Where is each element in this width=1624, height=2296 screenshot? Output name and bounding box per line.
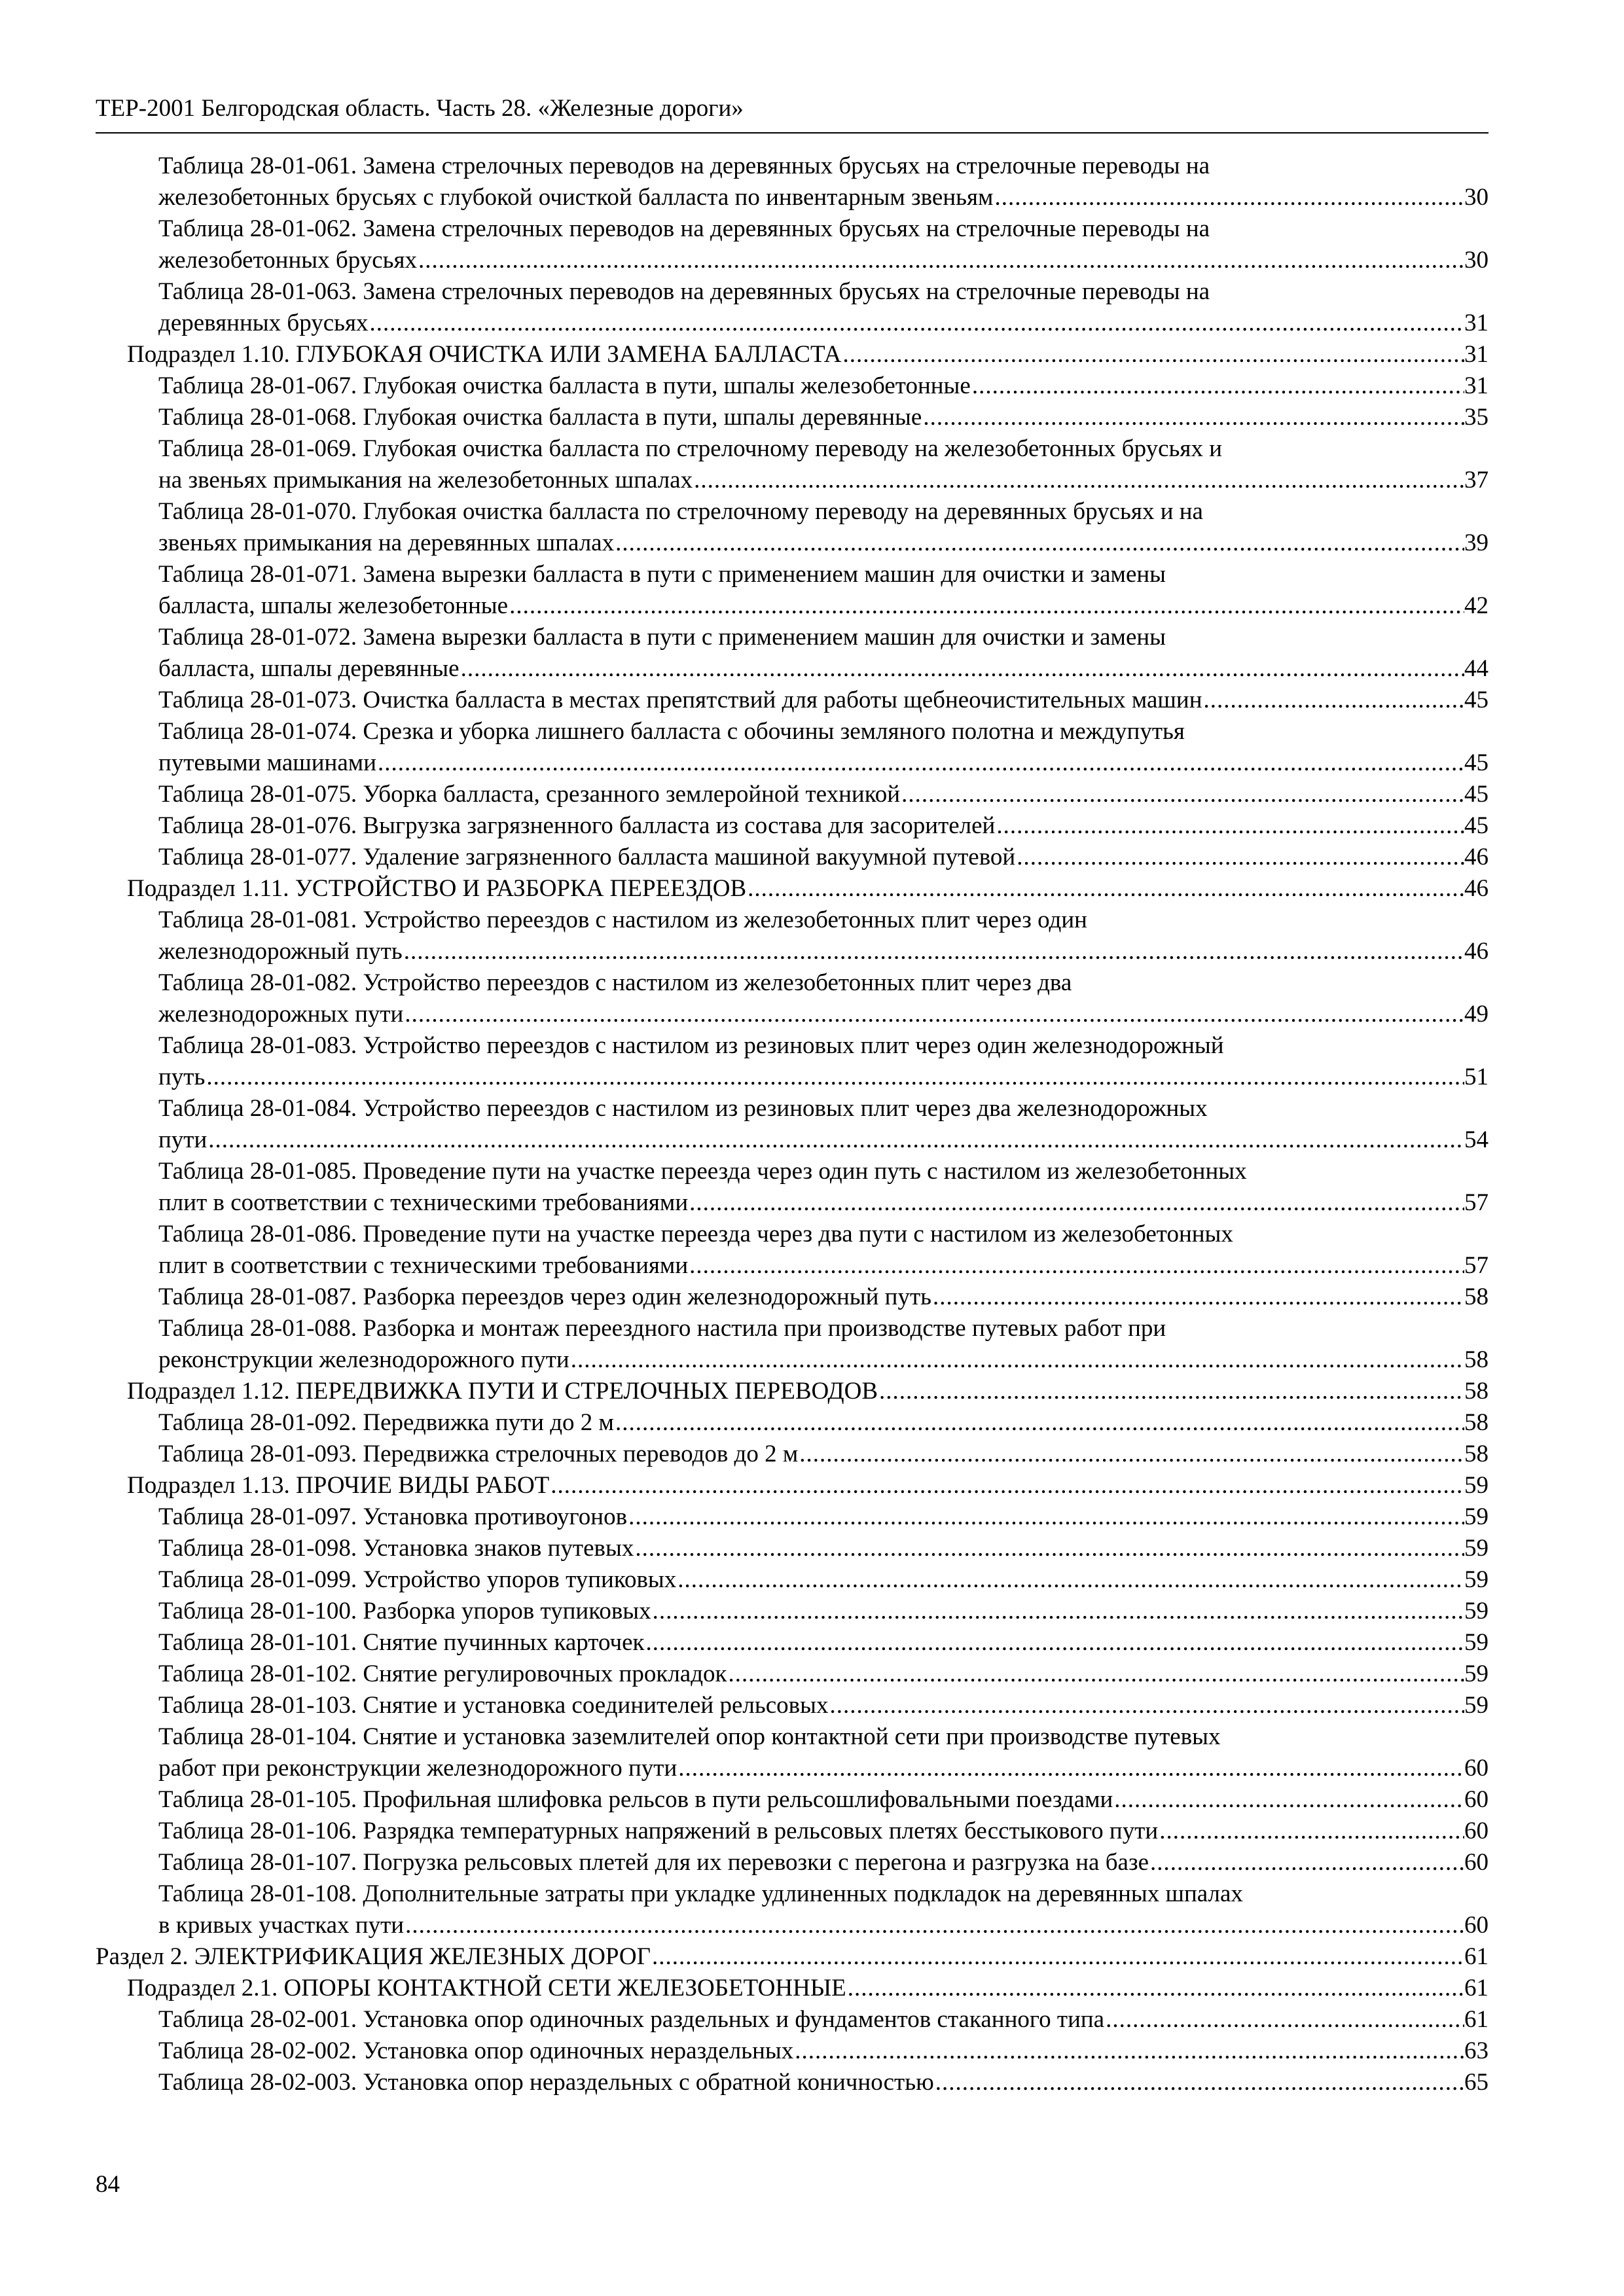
toc-entry-text: Таблица 28-01-086. Проведение пути на участке переезда через два пути с настилом из железобетонных — [158, 1221, 1233, 1247]
dot-leader — [1104, 2004, 1464, 2036]
toc-entry-text: реконструкции железнодорожного пути — [158, 1346, 569, 1373]
toc-entry-leader-row — [158, 1753, 1489, 1784]
dot-leader — [205, 1062, 1464, 1093]
toc-entry-leader-row — [96, 1941, 1489, 1973]
toc-entry-text: звеньях примыкания на деревянных шпалах — [158, 529, 615, 556]
toc-page-number: 60 — [1464, 1849, 1489, 1876]
toc-entry-leader-row — [158, 2004, 1489, 2036]
toc-entry-text: Подраздел 1.13. ПРОЧИЕ ВИДЫ РАБОТ — [127, 1472, 550, 1499]
toc-entry-leader-row — [158, 1250, 1489, 1282]
dot-leader — [828, 1690, 1464, 1721]
running-header — [96, 89, 1489, 134]
toc-entry-text: железнодорожный путь — [158, 938, 403, 965]
toc-page-number: 59 — [1464, 1660, 1489, 1687]
toc-entry-leader-row — [158, 528, 1489, 559]
toc-table-entry[interactable] — [158, 1439, 1489, 1470]
dot-leader — [993, 182, 1464, 213]
toc-page-number: 35 — [1464, 404, 1489, 431]
toc-table-entry[interactable] — [158, 559, 1489, 622]
toc-section[interactable] — [96, 1941, 1489, 1973]
dot-leader — [614, 528, 1464, 559]
toc-entry-leader-row — [158, 370, 1489, 402]
toc-entry-text: Таблица 28-01-097. Установка противоугонов — [158, 1503, 628, 1530]
dot-leader — [922, 402, 1464, 433]
toc-table-entry[interactable] — [158, 276, 1489, 339]
toc-entry-text: работ при реконструкции железнодорожного пути — [158, 1755, 677, 1782]
toc-page-number: 58 — [1464, 1346, 1489, 1373]
toc-entry-text: Подраздел 1.12. ПЕРЕДВИЖКА ПУТИ И СТРЕЛОЧНЫХ ПЕРЕВОДОВ — [127, 1378, 878, 1405]
toc-entry-text: в кривых участках пути — [158, 1912, 405, 1939]
toc-entry-text: плит в соответствии с техническими требованиями — [158, 1189, 689, 1216]
toc-page-number: 45 — [1464, 781, 1489, 808]
toc-page-number: 60 — [1464, 1912, 1489, 1939]
toc-table-entry[interactable] — [158, 213, 1489, 276]
dot-leader — [207, 1124, 1464, 1156]
toc-page-number: 54 — [1464, 1126, 1489, 1153]
toc-entry-leader-row — [158, 653, 1489, 685]
toc-entry-text: Таблица 28-01-106. Разрядка температурных напряжений в рельсовых плетях бесстыкового пути — [158, 1818, 1159, 1844]
dot-leader — [634, 1533, 1464, 1564]
toc-table-entry[interactable] — [158, 1093, 1489, 1156]
toc-page-number: 45 — [1464, 749, 1489, 776]
toc-entry-text: Подраздел 1.10. ГЛУБОКАЯ ОЧИСТКА ИЛИ ЗАМЕНА БАЛЛАСТА — [127, 341, 842, 368]
toc-page-number: 31 — [1464, 372, 1489, 399]
toc-entry-leader-row — [158, 1062, 1489, 1093]
toc-table-entry[interactable] — [158, 1313, 1489, 1376]
dot-leader — [460, 653, 1464, 685]
toc-entry-text: Таблица 28-01-071. Замена вырезки балласта в пути с применением машин для очистки и замены — [158, 561, 1166, 588]
toc-page-number: 59 — [1464, 1629, 1489, 1656]
toc-entry-text: Таблица 28-01-081. Устройство переездов с настилом из железобетонных плит через один — [158, 906, 1087, 933]
toc-entry-leader-row — [158, 1690, 1489, 1721]
toc-page-number: 61 — [1464, 1975, 1489, 2001]
dot-leader — [931, 1282, 1464, 1313]
dot-leader — [1202, 685, 1464, 716]
toc-page-number: 37 — [1464, 467, 1489, 493]
toc-page-number: 45 — [1464, 687, 1489, 713]
dot-leader — [878, 1376, 1464, 1407]
toc-table-entry[interactable] — [158, 1501, 1489, 1533]
dot-leader — [645, 1627, 1464, 1659]
dot-leader — [376, 747, 1464, 779]
dot-leader — [746, 873, 1464, 905]
toc-page-number: 30 — [1464, 247, 1489, 274]
toc-entry-text: Таблица 28-01-069. Глубокая очистка балласта по стрелочному переводу на железобетонных брусьях и — [158, 435, 1223, 462]
toc-entry-leader-row — [158, 1407, 1489, 1439]
toc-page-number: 60 — [1464, 1786, 1489, 1813]
toc-entry-text: Таблица 28-01-068. Глубокая очистка балласта в пути, шпалы деревянные — [158, 404, 922, 431]
toc-entry-text: Таблица 28-01-098. Установка знаков путевых — [158, 1535, 634, 1562]
toc-table-entry[interactable] — [158, 1721, 1489, 1784]
toc-table-entry[interactable] — [158, 2067, 1489, 2098]
toc-page-number: 59 — [1464, 1598, 1489, 1624]
toc-entry-leader-row — [158, 936, 1489, 967]
toc-entry-leader-row — [158, 402, 1489, 433]
table-of-contents — [96, 151, 1489, 2098]
dot-leader — [651, 1941, 1464, 1973]
toc-entry-text: путевыми машинами — [158, 749, 376, 776]
toc-entry-text: Таблица 28-01-093. Передвижка стрелочных переводов до 2 м — [158, 1441, 799, 1467]
toc-table-entry[interactable] — [158, 433, 1489, 496]
dot-leader — [677, 1753, 1464, 1784]
dot-leader — [798, 1439, 1464, 1470]
toc-entry-leader-row — [158, 1282, 1489, 1313]
dot-leader — [1015, 842, 1464, 873]
header-title: ТЕР-2001 Белгородская область. Часть 28. «Железные дороги» — [96, 95, 744, 122]
toc-entry-text: Таблица 28-01-088. Разборка и монтаж переездного настила при производстве путевых работ при — [158, 1315, 1166, 1342]
dot-leader — [995, 810, 1464, 842]
toc-entry-leader-row — [158, 999, 1489, 1030]
toc-table-entry[interactable] — [158, 370, 1489, 402]
toc-page-number: 59 — [1464, 1566, 1489, 1593]
toc-entry-leader-row — [158, 1816, 1489, 1847]
dot-leader — [793, 2036, 1464, 2067]
toc-entry-text: Подраздел 1.11. УСТРОЙСТВО И РАЗБОРКА ПЕРЕЕЗДОВ — [127, 875, 747, 902]
toc-entry-text: путь — [158, 1064, 206, 1090]
toc-entry-leader-row — [158, 1847, 1489, 1878]
toc-page-number: 46 — [1464, 875, 1489, 902]
dot-leader — [404, 1910, 1464, 1941]
toc-page-number: 63 — [1464, 2037, 1489, 2064]
dot-leader — [627, 1501, 1464, 1533]
toc-entry-leader-row — [127, 1973, 1489, 2004]
toc-page-number: 49 — [1464, 1001, 1489, 1028]
toc-entry-text: Раздел 2. ЭЛЕКТРИФИКАЦИЯ ЖЕЛЕЗНЫХ ДОРОГ — [96, 1943, 651, 1970]
toc-entry-leader-row — [127, 1376, 1489, 1407]
toc-page-number: 45 — [1464, 812, 1489, 839]
toc-page-number: 61 — [1464, 2006, 1489, 2033]
toc-table-entry[interactable] — [158, 151, 1489, 213]
toc-entry-leader-row — [158, 1564, 1489, 1596]
toc-entry-text: Подраздел 2.1. ОПОРЫ КОНТАКТНОЙ СЕТИ ЖЕЛЕЗОБЕТОННЫЕ — [127, 1975, 846, 2001]
toc-page-number: 59 — [1464, 1503, 1489, 1530]
dot-leader — [403, 936, 1464, 967]
toc-entry-text: Таблица 28-01-087. Разборка переездов через один железнодорожный путь — [158, 1283, 932, 1310]
toc-entry-text: Таблица 28-01-070. Глубокая очистка балласта по стрелочному переводу на деревянных брусьях и на — [158, 498, 1203, 525]
toc-entry-leader-row — [158, 1910, 1489, 1941]
toc-table-entry[interactable] — [158, 1564, 1489, 1596]
toc-entry-leader-row — [158, 685, 1489, 716]
toc-entry-leader-row — [158, 245, 1489, 276]
dot-leader — [1113, 1784, 1464, 1816]
dot-leader — [1158, 1816, 1464, 1847]
toc-table-entry[interactable] — [158, 1816, 1489, 1847]
toc-entry-text: Таблица 28-02-003. Установка опор нераздельных с обратной коничностью — [158, 2069, 934, 2096]
toc-entry-text: плит в соответствии с техническими требованиями — [158, 1252, 689, 1279]
toc-entry-text: балласта, шпалы железобетонные — [158, 592, 509, 619]
toc-subsection[interactable] — [127, 1973, 1489, 2004]
toc-page-number: 58 — [1464, 1378, 1489, 1405]
toc-entry-text: Таблица 28-02-001. Установка опор одиночных раздельных и фундаментов стаканного типа — [158, 2006, 1105, 2033]
toc-table-entry[interactable] — [158, 905, 1489, 967]
toc-entry-leader-row — [158, 1784, 1489, 1816]
toc-page-number: 57 — [1464, 1252, 1489, 1279]
dot-leader — [369, 308, 1464, 339]
toc-page-number: 31 — [1464, 341, 1489, 368]
toc-page-number: 44 — [1464, 655, 1489, 682]
toc-entry-leader-row — [158, 747, 1489, 779]
toc-page-number: 58 — [1464, 1283, 1489, 1310]
toc-table-entry[interactable] — [158, 967, 1489, 1030]
toc-entry-leader-row — [127, 339, 1489, 370]
toc-entry-text: пути — [158, 1126, 208, 1153]
toc-page-number: 61 — [1464, 1943, 1489, 1970]
dot-leader — [841, 339, 1464, 370]
toc-subsection[interactable] — [127, 1470, 1489, 1501]
toc-table-entry[interactable] — [158, 842, 1489, 873]
toc-page-number: 59 — [1464, 1472, 1489, 1499]
toc-page-number: 31 — [1464, 310, 1489, 336]
toc-entry-text: Таблица 28-01-104. Снятие и установка заземлителей опор контактной сети при производстве путевых — [158, 1723, 1221, 1750]
dot-leader — [727, 1659, 1464, 1690]
toc-table-entry[interactable] — [158, 1030, 1489, 1093]
toc-subsection[interactable] — [127, 873, 1489, 905]
dot-leader — [971, 370, 1464, 402]
toc-table-entry[interactable] — [158, 1878, 1489, 1941]
toc-page-number: 59 — [1464, 1535, 1489, 1562]
toc-table-entry[interactable] — [158, 1533, 1489, 1564]
toc-page-number: 42 — [1464, 592, 1489, 619]
toc-entry-leader-row — [158, 1187, 1489, 1219]
toc-entry-text: Таблица 28-01-062. Замена стрелочных переводов на деревянных брусьях на стрелочные переводы на — [158, 215, 1210, 242]
toc-page-number: 46 — [1464, 938, 1489, 965]
toc-page-number: 65 — [1464, 2069, 1489, 2096]
toc-table-entry[interactable] — [158, 1690, 1489, 1721]
toc-entry-text: Таблица 28-01-061. Замена стрелочных переводов на деревянных брусьях на стрелочные переводы на — [158, 152, 1210, 179]
toc-entry-text: Таблица 28-01-099. Устройство упоров тупиковых — [158, 1566, 677, 1593]
toc-entry-leader-row — [158, 1627, 1489, 1659]
toc-table-entry[interactable] — [158, 779, 1489, 810]
toc-page-number: 60 — [1464, 1755, 1489, 1782]
toc-table-entry[interactable] — [158, 1156, 1489, 1219]
toc-entry-text: железобетонных брусьях с глубокой очисткой балласта по инвентарным звеньям — [158, 184, 994, 211]
toc-table-entry[interactable] — [158, 1627, 1489, 1659]
toc-entry-text: на звеньях примыкания на железобетонных шпалах — [158, 467, 693, 493]
toc-entry-text: Таблица 28-02-002. Установка опор одиночных нераздельных — [158, 2037, 794, 2064]
toc-page-number: 57 — [1464, 1189, 1489, 1216]
dot-leader — [900, 779, 1464, 810]
toc-entry-text: Таблица 28-01-074. Срезка и уборка лишнего балласта с обочины земляного полотна и междупутья — [158, 718, 1185, 745]
dot-leader — [417, 245, 1464, 276]
dot-leader — [1149, 1847, 1464, 1878]
toc-entry-text: Таблица 28-01-108. Дополнительные затраты при укладке удлиненных подкладок на деревянных шпалах — [158, 1880, 1243, 1907]
toc-entry-text: Таблица 28-01-085. Проведение пути на участке переезда через один путь с настилом из железобетонных — [158, 1158, 1247, 1185]
toc-entry-leader-row — [158, 465, 1489, 496]
toc-entry-text: Таблица 28-01-073. Очистка балласта в местах препятствий для работы щебнеочистительных машин — [158, 687, 1202, 713]
dot-leader — [508, 590, 1464, 622]
toc-entry-text: Таблица 28-01-063. Замена стрелочных переводов на деревянных брусьях на стрелочные переводы на — [158, 278, 1210, 305]
toc-entry-leader-row — [127, 873, 1489, 905]
toc-entry-text: Таблица 28-01-077. Удаление загрязненного балласта машиной вакуумной путевой — [158, 844, 1016, 870]
toc-page-number: 58 — [1464, 1441, 1489, 1467]
toc-entry-text: Таблица 28-01-105. Профильная шлифовка рельсов в пути рельсошлифовальными поездами — [158, 1786, 1113, 1813]
toc-entry-leader-row — [158, 308, 1489, 339]
toc-entry-text: Таблица 28-01-072. Замена вырезки балласта в пути с применением машин для очистки и замены — [158, 624, 1166, 651]
toc-entry-leader-row — [158, 2036, 1489, 2067]
toc-entry-text: Таблица 28-01-076. Выгрузка загрязненного балласта из состава для засорителей — [158, 812, 996, 839]
dot-leader — [549, 1470, 1464, 1501]
dot-leader — [846, 1973, 1464, 2004]
toc-entry-text: железобетонных брусьях — [158, 247, 418, 274]
toc-entry-leader-row — [158, 842, 1489, 873]
toc-entry-text: Таблица 28-01-084. Устройство переездов с настилом из резиновых плит через два железнодорожных — [158, 1095, 1208, 1122]
toc-entry-text: Таблица 28-01-067. Глубокая очистка балласта в пути, шпалы железобетонные — [158, 372, 971, 399]
toc-entry-leader-row — [158, 1659, 1489, 1690]
toc-entry-leader-row — [158, 182, 1489, 213]
toc-table-entry[interactable] — [158, 2004, 1489, 2036]
toc-page-number: 46 — [1464, 844, 1489, 870]
dot-leader — [676, 1564, 1464, 1596]
toc-page-number: 59 — [1464, 1692, 1489, 1719]
toc-table-entry[interactable] — [158, 1407, 1489, 1439]
dot-leader — [403, 999, 1464, 1030]
toc-entry-text: Таблица 28-01-092. Передвижка пути до 2 м — [158, 1409, 614, 1436]
toc-entry-text: Таблица 28-01-082. Устройство переездов с настилом из железобетонных плит через два — [158, 969, 1072, 996]
toc-entry-text: Таблица 28-01-100. Разборка упоров тупиковых — [158, 1598, 651, 1624]
toc-entry-leader-row — [127, 1470, 1489, 1501]
toc-table-entry[interactable] — [158, 1784, 1489, 1816]
dot-leader — [614, 1407, 1464, 1439]
toc-subsection[interactable] — [127, 339, 1489, 370]
toc-entry-leader-row — [158, 810, 1489, 842]
toc-page-number: 30 — [1464, 184, 1489, 211]
toc-table-entry[interactable] — [158, 1282, 1489, 1313]
toc-entry-text: Таблица 28-01-101. Снятие пучинных карточек — [158, 1629, 645, 1656]
page-number: 84 — [96, 2171, 120, 2198]
toc-entry-text: балласта, шпалы деревянные — [158, 655, 460, 682]
toc-table-entry[interactable] — [158, 2036, 1489, 2067]
toc-table-entry[interactable] — [158, 716, 1489, 779]
toc-table-entry[interactable] — [158, 685, 1489, 716]
dot-leader — [569, 1344, 1464, 1376]
toc-table-entry[interactable] — [158, 1219, 1489, 1282]
toc-entry-leader-row — [158, 2067, 1489, 2098]
toc-entry-leader-row — [158, 590, 1489, 622]
toc-entry-leader-row — [158, 1439, 1489, 1470]
dot-leader — [934, 2067, 1464, 2098]
dot-leader — [688, 1187, 1464, 1219]
toc-table-entry[interactable] — [158, 402, 1489, 433]
dot-leader — [651, 1596, 1464, 1627]
dot-leader — [693, 465, 1464, 496]
toc-table-entry[interactable] — [158, 1659, 1489, 1690]
toc-entry-text: Таблица 28-01-083. Устройство переездов с настилом из резиновых плит через один железнодорожный — [158, 1032, 1224, 1059]
toc-entry-leader-row — [158, 1501, 1489, 1533]
toc-entry-text: Таблица 28-01-102. Снятие регулировочных прокладок — [158, 1660, 727, 1687]
toc-entry-leader-row — [158, 1596, 1489, 1627]
toc-entry-text: Таблица 28-01-107. Погрузка рельсовых плетей для их перевозки с перегона и разгрузка на базе — [158, 1849, 1149, 1876]
toc-subsection[interactable] — [127, 1376, 1489, 1407]
toc-entry-text: Таблица 28-01-103. Снятие и установка соединителей рельсовых — [158, 1692, 829, 1719]
toc-entry-text: Таблица 28-01-075. Уборка балласта, срезанного землеройной техникой — [158, 781, 901, 808]
toc-entry-leader-row — [158, 1533, 1489, 1564]
toc-page-number: 60 — [1464, 1818, 1489, 1844]
toc-entry-leader-row — [158, 1124, 1489, 1156]
toc-table-entry[interactable] — [158, 622, 1489, 685]
dot-leader — [688, 1250, 1464, 1282]
toc-page-number: 58 — [1464, 1409, 1489, 1436]
toc-entry-text: железнодорожных пути — [158, 1001, 404, 1028]
toc-entry-leader-row — [158, 1344, 1489, 1376]
toc-table-entry[interactable] — [158, 810, 1489, 842]
toc-page-number: 51 — [1464, 1064, 1489, 1090]
toc-table-entry[interactable] — [158, 496, 1489, 559]
toc-page-number: 39 — [1464, 529, 1489, 556]
toc-entry-leader-row — [158, 779, 1489, 810]
toc-table-entry[interactable] — [158, 1596, 1489, 1627]
toc-entry-text: деревянных брусьях — [158, 310, 369, 336]
toc-table-entry[interactable] — [158, 1847, 1489, 1878]
